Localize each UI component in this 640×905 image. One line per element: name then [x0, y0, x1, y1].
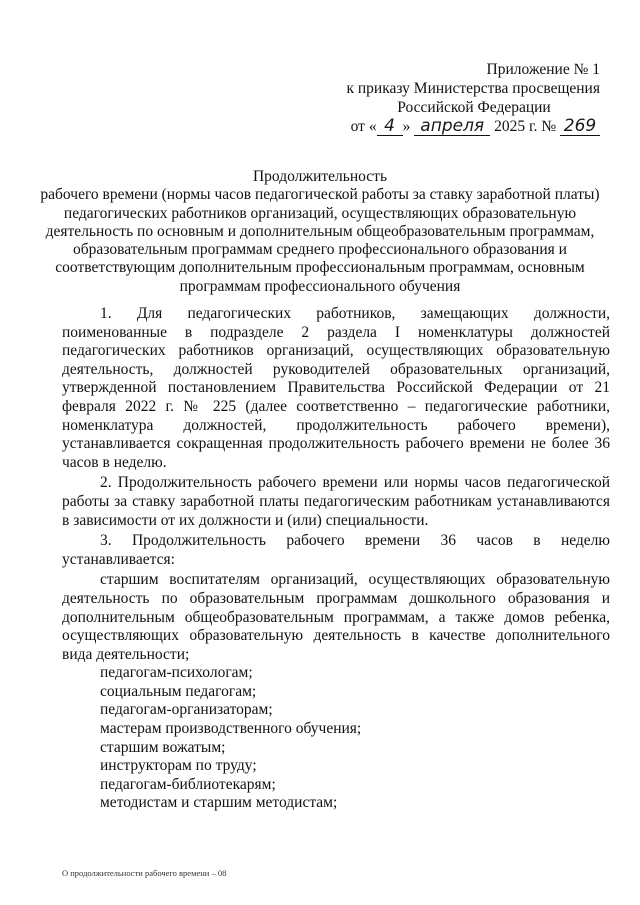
order-number: 269	[560, 118, 600, 136]
order-month: апреля	[414, 118, 490, 136]
appendix-number: Приложение № 1	[486, 61, 600, 78]
page-footer: О продолжительности рабочего времени – 08	[62, 868, 227, 878]
document-body	[62, 305, 610, 813]
title-line-6: соответствующим дополнительным профессиональным программам, основным	[55, 259, 585, 277]
title-line-2: рабочего времени (нормы часов педагогической работы за ставку заработной платы)	[40, 186, 600, 204]
title-line-5: образовательным программам среднего профессионального образования и	[73, 241, 567, 259]
appendix-header	[300, 60, 600, 136]
title-line-1: Продолжительность	[252, 168, 388, 185]
paragraph-3: 3. Продолжительность рабочего времени 36 часов в неделю устанавливается:	[62, 532, 610, 568]
paragraph-2: 2. Продолжительность рабочего времени или нормы часов педагогической работы за ставку заработной платы педагогическим работникам устанавливаются в зависимости от их должности и (или) специальности.	[62, 474, 610, 529]
list-item: педагогам-психологам;	[100, 664, 253, 682]
list-item-senior-educators: старшим воспитателям организаций, осуществляющих образовательную деятельность по образовательным программам дошкольного образования и дополнительным общеобразовательным программам, а также домов ребенка, осуществляющих образовательную деятельность в качестве дополнительного вида деятельности;	[62, 571, 610, 663]
list-item: педагогам-библиотекарям;	[100, 775, 276, 793]
order-date-line	[300, 117, 600, 136]
list-item: инструкторам по труду;	[100, 757, 257, 775]
list-item: социальным педагогам;	[100, 682, 257, 700]
order-mid: »	[402, 118, 411, 135]
list-item: мастерам производственного обучения;	[100, 720, 362, 738]
paragraph-1: 1. Для педагогических работников, замещающих должности, поименованные в подразделе 2 раздела I номенклатуры должностей педагогических работников организаций, осуществляющих образовательную деятельность, должностей руководителей образовательных организаций, утвержденной постановлением Правительства Российской Федерации от 21 февраля 2022 г. № 225 (далее соответственно – педагогические работники, номенклатура должностей, продолжительность рабочего времени), устанавливается сокращенная продолжительность рабочего времени не более 36 часов в неделю.	[62, 305, 610, 471]
title-line-7: программам профессионального обучения	[179, 277, 461, 295]
list-item: старшим вожатым;	[100, 738, 226, 756]
title-line-4: деятельность по основным и дополнительным общеобразовательным программам,	[45, 222, 595, 240]
list-item: методистам и старшим методистам;	[100, 794, 338, 812]
title-line-3: педагогических работников организаций, осуществляющих образовательную	[63, 204, 577, 222]
order-prefix: от «	[350, 118, 377, 135]
order-day: 4	[377, 118, 403, 136]
document-title	[40, 168, 600, 296]
appendix-order-ref: к приказу Министерства просвещения	[346, 80, 600, 97]
order-year: 2025 г. №	[494, 118, 557, 135]
appendix-ministry: Российской Федерации	[397, 99, 551, 116]
list-item: педагогам-организаторам;	[100, 701, 273, 719]
